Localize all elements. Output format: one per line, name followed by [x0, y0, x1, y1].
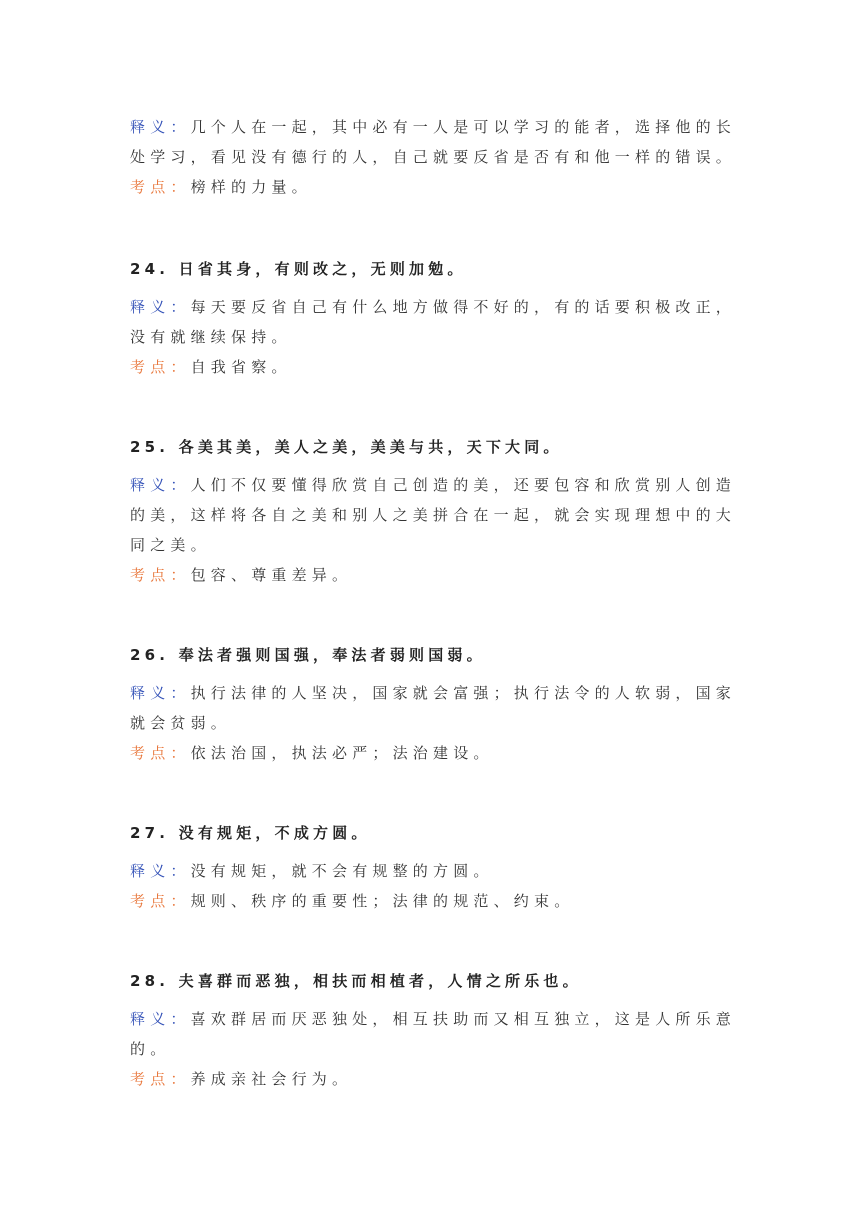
exam-point-text: 自我省察。 [190, 358, 292, 376]
exam-point-text: 依法治国，执法必严；法治建设。 [190, 744, 494, 762]
entry-title: 各美其美，美人之美，美美与共，天下大同。 [178, 438, 563, 456]
entry-heading [130, 644, 728, 666]
exam-point-label: 考点： [130, 566, 191, 584]
exam-point-line [130, 352, 728, 382]
entry-number: 28. [130, 972, 170, 990]
definition-line [130, 500, 737, 530]
definition-line [130, 708, 728, 738]
definition-text: 的美，这样将各自之美和别人之美拼合在一起，就会实现理想中的大 [130, 506, 737, 524]
exam-point-line [130, 172, 728, 202]
exam-point-line [130, 1064, 728, 1094]
definition-label: 释义： [130, 684, 191, 702]
exam-point-line [130, 560, 728, 590]
exam-point-text: 规则、秩序的重要性；法律的规范、约束。 [190, 892, 575, 910]
entry-number: 25. [130, 438, 170, 456]
definition-line [130, 142, 737, 172]
entry-number: 27. [130, 824, 170, 842]
definition-line [130, 322, 728, 352]
definition-line [130, 292, 737, 322]
exam-point-label: 考点： [130, 178, 191, 196]
entry-25 [130, 436, 737, 590]
exam-point-label: 考点： [130, 744, 191, 762]
definition-text: 人们不仅要懂得欣赏自己创造的美，还要包容和欣赏别人创造 [190, 476, 737, 494]
definition-label: 释义： [130, 476, 191, 494]
exam-point-text: 养成亲社会行为。 [190, 1070, 353, 1088]
entry-heading [130, 436, 728, 458]
entry-title: 夫喜群而恶独，相扶而相植者，人情之所乐也。 [178, 972, 582, 990]
entry-26 [130, 644, 737, 768]
exam-point-text: 包容、尊重差异。 [190, 566, 353, 584]
entry-title: 没有规矩，不成方圆。 [178, 824, 371, 842]
entry-number: 26. [130, 646, 170, 664]
entry-title: 奉法者强则国强，奉法者弱则国弱。 [178, 646, 486, 664]
exam-point-text: 榜样的力量。 [190, 178, 312, 196]
entry-heading [130, 258, 728, 280]
entry-24 [130, 258, 737, 382]
exam-point-label: 考点： [130, 892, 191, 910]
definition-text: 每天要反省自己有什么地方做得不好的，有的话要积极改正， [190, 298, 737, 316]
definition-text: 同之美。 [130, 536, 211, 554]
exam-point-label: 考点： [130, 358, 191, 376]
entry-title: 日省其身，有则改之，无则加勉。 [178, 260, 467, 278]
definition-label: 释义： [130, 1010, 191, 1028]
exam-point-line [130, 738, 728, 768]
definition-text: 处学习，看见没有德行的人，自己就要反省是否有和他一样的错误。 [130, 148, 737, 166]
definition-line [130, 1034, 728, 1064]
definition-line [130, 530, 728, 560]
definition-line [130, 112, 737, 142]
definition-text: 执行法律的人坚决，国家就会富强；执行法令的人软弱，国家 [190, 684, 737, 702]
definition-line [130, 1004, 737, 1034]
entry-27 [130, 822, 728, 916]
definition-text: 没有就继续保持。 [130, 328, 292, 346]
definition-text: 喜欢群居而厌恶独处，相互扶助而又相互独立，这是人所乐意 [190, 1010, 737, 1028]
entry-23-continued [130, 112, 737, 202]
entry-number: 24. [130, 260, 170, 278]
definition-line [130, 856, 728, 886]
exam-point-label: 考点： [130, 1070, 191, 1088]
exam-point-line [130, 886, 728, 916]
definition-text: 的。 [130, 1040, 171, 1058]
definition-label: 释义： [130, 862, 191, 880]
definition-line [130, 678, 737, 708]
definition-label: 释义： [130, 298, 191, 316]
definition-line [130, 470, 737, 500]
entry-28 [130, 970, 737, 1094]
definition-text: 没有规矩，就不会有规整的方圆。 [190, 862, 494, 880]
definition-text: 就会贫弱。 [130, 714, 232, 732]
entry-heading [130, 970, 728, 992]
definition-text: 几个人在一起，其中必有一人是可以学习的能者，选择他的长 [190, 118, 737, 136]
entry-heading [130, 822, 728, 844]
definition-label: 释义： [130, 118, 191, 136]
